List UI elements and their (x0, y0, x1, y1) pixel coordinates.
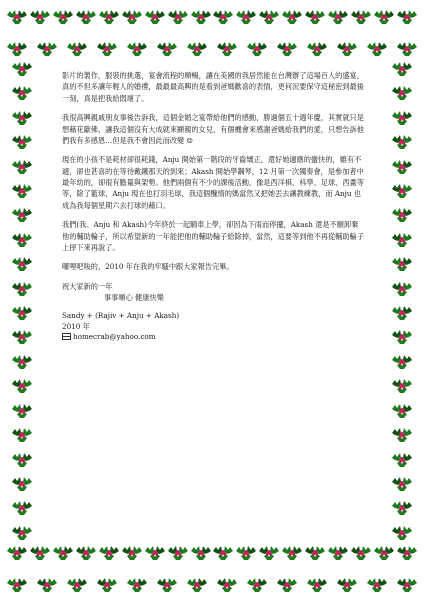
holly-icon (396, 38, 418, 58)
holly-icon (11, 424, 33, 444)
holly-icon (121, 6, 143, 26)
holly-icon (373, 542, 395, 562)
paragraph-biking: 我們(我、Anju 和 Akash)今年終於一起騎車上學，卻因為下雨而停擺，Akash 還是不願卸棄他的輔助輪子，所以希望新的一年能把他的輔助輪子給除掉，當然，這要等到他不再從輔助輪子上摔下來再說了。 (62, 220, 364, 252)
holly-icon (306, 574, 328, 594)
holly-icon (144, 542, 166, 562)
holly-icon (216, 38, 238, 58)
holly-icon (11, 400, 33, 420)
signature-email-row (62, 332, 364, 342)
holly-icon (11, 449, 33, 469)
holly-icon (391, 400, 413, 420)
holly-icon (11, 58, 33, 78)
holly-icon (11, 278, 33, 298)
holly-icon (246, 38, 268, 58)
holly-icon (66, 574, 88, 594)
holly-icon (98, 542, 120, 562)
holly-icon (126, 574, 148, 594)
greeting-line-2: 事事順心 健康快樂 (104, 293, 164, 302)
holly-icon (6, 6, 28, 26)
holly-icon (276, 574, 298, 594)
holly-icon (11, 82, 33, 102)
holly-icon (52, 6, 74, 26)
holly-icon (391, 131, 413, 151)
holly-icon (306, 38, 328, 58)
holly-icon (29, 542, 51, 562)
holly-icon (121, 542, 143, 562)
holly-icon (336, 574, 358, 594)
holly-icon (391, 351, 413, 371)
holly-icon (304, 6, 326, 26)
holly-icon (66, 38, 88, 58)
greeting-line-1: 祝大家新的一年 (62, 281, 113, 291)
holly-icon (391, 107, 413, 127)
holly-icon (396, 6, 418, 26)
holly-icon (391, 497, 413, 517)
signature-block (62, 311, 364, 342)
holly-icon (6, 542, 28, 562)
holly-icon (36, 574, 58, 594)
holly-icon (258, 6, 280, 26)
holly-icon (396, 542, 418, 562)
holly-icon (391, 156, 413, 176)
holly-icon (304, 542, 326, 562)
holly-icon (52, 542, 74, 562)
holly-icon (391, 522, 413, 542)
holly-icon (391, 204, 413, 224)
holly-icon (366, 574, 388, 594)
holly-icon (281, 6, 303, 26)
signature-email[interactable]: homecrab@yahoo.com (73, 332, 156, 342)
holly-icon (6, 38, 28, 58)
holly-border-top (6, 6, 418, 58)
signature-names: Sandy + (Rajiv + Anju + Akash) (62, 311, 180, 321)
paragraph-kids-activities: 現在的小孩不是耗材卻很耗錢，Anju 開始第一階段的牙齒矯正，還好她適應的蠻快的，雖有不適，卻也甚喜的在等待戴鐵那天的到來；Akash 開始學鋼琴，12 月第一次獨奏會，是參加者中最年幼的，卻很有膽量與架勢。他們兩個有不少的課後活動，像是西洋棋、科學、足球、西畫等等，除了籃球，Anju 現在也打羽毛球，我這個醜惰的媽當然又把她丟去讓教練教，而 Anju 也成為我每個星期六去打球的藉口。 (62, 155, 364, 210)
holly-icon (391, 180, 413, 200)
holly-icon (96, 38, 118, 58)
holly-icon (391, 278, 413, 298)
holly-icon (391, 326, 413, 346)
holly-icon (144, 6, 166, 26)
holly-icon (167, 6, 189, 26)
holly-icon (391, 229, 413, 249)
holly-icon (212, 542, 234, 562)
holly-icon (11, 131, 33, 151)
holly-icon (186, 38, 208, 58)
holly-icon (11, 326, 33, 346)
holly-icon (350, 542, 372, 562)
holly-icon (391, 375, 413, 395)
holly-icon (75, 542, 97, 562)
holly-icon (246, 574, 268, 594)
holly-icon (190, 6, 212, 26)
holly-icon (11, 375, 33, 395)
holly-icon (391, 82, 413, 102)
paragraph-gratitude: 我很高興親戚朋友事後告訴我，這個金婚之宴帶給他們的感動，勝過個五十週年慶，其實就只是想藉花獻佛，讓我這個沒有大成就來顯親的女兒，有個機會來感謝爸媽給我們的愛，只想告訴他們我有多感恩…但是我不會因此而改變 ☺ (62, 113, 364, 145)
holly-icon (96, 574, 118, 594)
holly-icon (29, 6, 51, 26)
holly-icon (190, 542, 212, 562)
holly-icon (11, 522, 33, 542)
holly-icon (235, 6, 257, 26)
holly-icon (276, 38, 298, 58)
holly-icon (327, 542, 349, 562)
holly-icon (235, 542, 257, 562)
holly-icon (391, 253, 413, 273)
holly-icon (212, 6, 234, 26)
holly-icon (396, 574, 418, 594)
holly-icon (156, 574, 178, 594)
holly-border-bottom (6, 542, 418, 594)
greeting (62, 281, 364, 304)
holly-icon (336, 38, 358, 58)
holly-icon (156, 38, 178, 58)
holly-icon (366, 38, 388, 58)
holly-icon (36, 38, 58, 58)
holly-icon (98, 6, 120, 26)
holly-icon (11, 180, 33, 200)
holly-icon (391, 449, 413, 469)
holly-icon (6, 574, 28, 594)
holly-icon (11, 107, 33, 127)
holly-border-left (6, 58, 38, 542)
holly-icon (11, 351, 33, 371)
holly-border-right (386, 58, 418, 542)
holly-icon (258, 542, 280, 562)
holly-icon (186, 574, 208, 594)
holly-icon (11, 473, 33, 493)
holly-icon (391, 473, 413, 493)
letter-body (62, 70, 364, 343)
holly-icon (167, 542, 189, 562)
holly-icon (11, 156, 33, 176)
mail-icon (62, 333, 71, 340)
holly-icon (11, 204, 33, 224)
holly-icon (11, 253, 33, 273)
paragraph-closing: 囉哩吧唆的，2010 年在我的牢騷中跟大家報告完畢。 (62, 262, 234, 272)
holly-icon (126, 38, 148, 58)
holly-icon (75, 6, 97, 26)
holly-icon (391, 302, 413, 322)
paragraph-production: 影片的製作，服裝的挑選，宴會流程的順暢，讓在美國的我居然能在台灣辦了這場百人的盛宴，真的不但多讓年輕人的婚禮，最最最高興的是看到爸媽歡喜的表情，更何況要保守這秘密到最後一刻，真是把我給悶壞了。 (62, 71, 364, 103)
holly-icon (281, 542, 303, 562)
holly-icon (327, 6, 349, 26)
holly-icon (216, 574, 238, 594)
holly-icon (373, 6, 395, 26)
holly-icon (350, 6, 372, 26)
holly-icon (391, 58, 413, 78)
holly-icon (391, 424, 413, 444)
signature-year: 2010 年 (62, 321, 90, 331)
holly-icon (11, 497, 33, 517)
holly-icon (11, 302, 33, 322)
holly-icon (11, 229, 33, 249)
